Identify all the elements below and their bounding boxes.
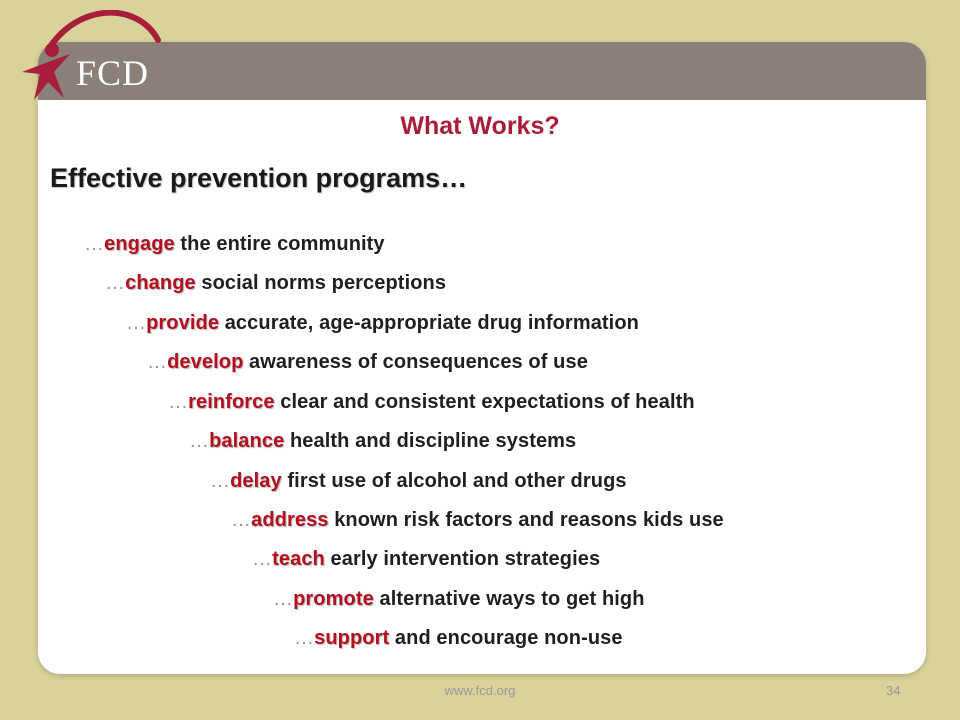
list-item-verb: engage (104, 233, 175, 255)
list-item-text: alternative ways to get high (373, 588, 645, 610)
list-item-text: and encourage non-use (389, 627, 623, 649)
slide-title: What Works? (400, 112, 560, 140)
list-item-ellipsis: … (252, 548, 273, 570)
list-item-text: accurate, age-appropriate drug information (219, 312, 639, 334)
list-item-verb: teach (272, 548, 325, 570)
page-number: 34 (886, 683, 901, 698)
list-item-verb: balance (209, 430, 285, 452)
slide-subtitle: Effective prevention programs… (50, 163, 468, 193)
list-item-text: early intervention strategies (324, 548, 601, 570)
list-item-verb: change (125, 272, 196, 294)
list-item-text: health and discipline systems (284, 430, 577, 452)
list-item (168, 391, 695, 414)
list-item-verb: address (251, 509, 329, 531)
list-item-text: known risk factors and reasons kids use (328, 509, 724, 531)
list-item-verb: develop (167, 351, 244, 373)
list-item-verb: support (314, 627, 390, 649)
list-item-verb: promote (293, 588, 374, 610)
list-item (84, 233, 385, 256)
list-item (252, 548, 600, 571)
list-item (231, 509, 724, 532)
list-item-verb: delay (230, 470, 282, 492)
list-item-ellipsis: … (105, 272, 126, 294)
list-item-text: clear and consistent expectations of health (274, 391, 695, 413)
list-item-ellipsis: … (126, 312, 147, 334)
list-item-text: the entire community (174, 233, 385, 255)
list-item (294, 627, 623, 650)
list-item (210, 470, 627, 493)
list-item-verb: provide (146, 312, 220, 334)
list-item (273, 588, 645, 611)
list-item-text: social norms perceptions (195, 272, 447, 294)
list-item (105, 272, 446, 295)
list-item-ellipsis: … (231, 509, 252, 531)
footer-url: www.fcd.org (444, 683, 516, 698)
list-item (126, 312, 639, 335)
list-item-ellipsis: … (168, 391, 189, 413)
list-item-ellipsis: … (273, 588, 294, 610)
list-item-ellipsis: … (84, 233, 105, 255)
list-item-text: first use of alcohol and other drugs (281, 470, 627, 492)
list-item (189, 430, 576, 453)
list-item (147, 351, 588, 374)
list-item-ellipsis: … (147, 351, 168, 373)
list-item-ellipsis: … (210, 470, 231, 492)
list-item-ellipsis: … (189, 430, 210, 452)
logo-text: FCD (76, 53, 150, 93)
list-item-text: awareness of consequences of use (243, 351, 588, 373)
list-item-verb: reinforce (188, 391, 275, 413)
list-item-ellipsis: … (294, 627, 315, 649)
